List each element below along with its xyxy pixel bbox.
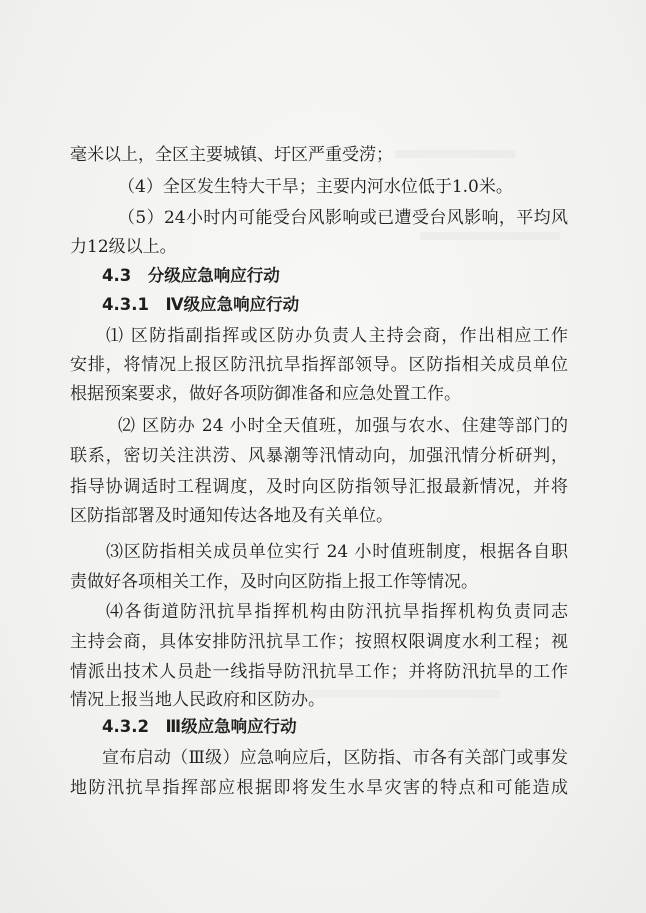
text-line: 地防汛抗旱指挥部应根据即将发生水旱灾害的特点和可能造成 <box>70 778 568 798</box>
section-heading: 4.3 分级应急响应行动 <box>102 266 280 285</box>
text-line: 根据预案要求，做好各项防御准备和应急处置工作。 <box>70 384 461 404</box>
text-line: 指导协调适时工程调度，及时向区防指领导汇报最新情况，并将 <box>70 477 568 497</box>
text-line: 力12级以上。 <box>70 237 177 257</box>
text-line: ⑵ 区防办 24 小时全天值班，加强与农水、住建等部门的 <box>118 416 568 436</box>
text-line: （5）24小时内可能受台风影响或已遭受台风影响，平均风 <box>118 208 568 228</box>
text-line: 情派出技术人员赴一线指导防汛抗旱工作；并将防汛抗旱的工作 <box>70 662 568 682</box>
text-line: 联系，密切关注洪涝、风暴潮等汛情动向，加强汛情分析研判， <box>70 446 568 466</box>
text-line: 主持会商，具体安排防汛抗旱工作；按照权限调度水利工程；视 <box>70 632 568 652</box>
text-line: ⑷各街道防汛抗旱指挥机构由防汛抗旱指挥机构负责同志 <box>106 602 568 622</box>
subsection-heading: 4.3.2 Ⅲ级应急响应行动 <box>102 717 297 736</box>
text-line: 安排，将情况上报区防汛抗旱指挥部领导。区防指相关成员单位 <box>70 355 568 375</box>
text-line: 宣布启动（Ⅲ级）应急响应后，区防指、市各有关部门或事发 <box>102 748 568 768</box>
text-line: ⑶区防指相关成员单位实行 24 小时值班制度，根据各自职 <box>106 542 568 562</box>
text-line: 责做好各项相关工作，及时向区防指上报工作等情况。 <box>70 572 478 592</box>
text-line: 情况上报当地人民政府和区防办。 <box>70 690 325 710</box>
text-line: （4）全区发生特大干旱；主要内河水位低于1.0米。 <box>118 177 513 197</box>
subsection-heading: 4.3.1 Ⅳ级应急响应行动 <box>102 295 300 314</box>
text-line: ⑴ 区防指副指挥或区防办负责人主持会商，作出相应工作 <box>106 326 568 346</box>
text-line: 毫米以上，全区主要城镇、圩区严重受涝； <box>70 145 393 165</box>
text-line: 区防指部署及时通知传达各地及有关单位。 <box>70 506 393 526</box>
